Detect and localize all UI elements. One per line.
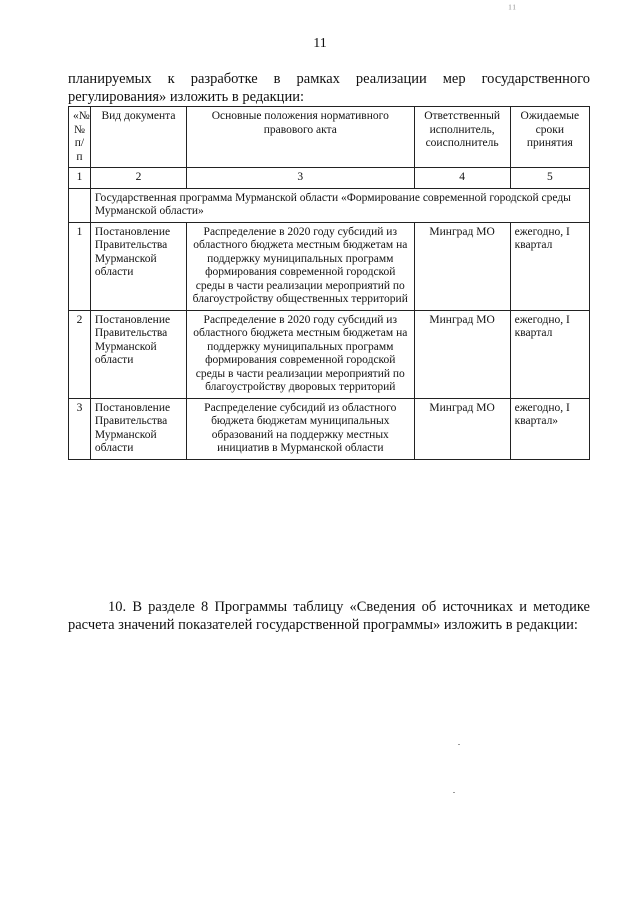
program-title-row [69,188,590,222]
header-provisions: Основные положения нормативного правового акта [186,107,414,168]
row-num: 2 [69,310,91,398]
row-deadline: ежегодно, I квартал [510,222,589,310]
row-num: 1 [69,222,91,310]
table-row [69,222,590,310]
row-executor: Минград МО [414,310,510,398]
row-num: 3 [69,398,91,459]
row-deadline: ежегодно, I квартал [510,310,589,398]
column-number: 5 [510,168,589,189]
row-provisions: Распределение в 2020 году субсидий из областного бюджета местным бюджетам на поддержку муниципальных программ формирования современной городской среды в части реализации мероприятий по благоустройству дворовых территорий [186,310,414,398]
row-executor: Минград МО [414,222,510,310]
intro-text: планируемых к разработке в рамках реализации мер государственного регулирования» изложить в редакции: [68,71,590,105]
column-number: 2 [90,168,186,189]
row-executor: Минград МО [414,398,510,459]
row-provisions: Распределение в 2020 году субсидий из областного бюджета местным бюджетам на поддержку муниципальных программ формирования современной городской среды в части реализации мероприятий по благоустройству общественных территорий [186,222,414,310]
row-doc-type: Постановление Правительства Мурманской области [90,398,186,459]
page-number: 11 [313,36,327,51]
column-number: 1 [69,168,91,189]
header-deadline: Ожидаемые сроки принятия [510,107,589,168]
corner-mark: ₁₁ [508,0,517,10]
paragraph-10: 10. В разделе 8 Программы таблицу «Сведения об источниках и методике расчета значений показателей государственной программы» изложить в редакции: [68,599,590,633]
row-doc-type: Постановление Правительства Мурманской области [90,310,186,398]
column-number: 3 [186,168,414,189]
header-executor: Ответственный исполнитель, соисполнитель [414,107,510,168]
legal-acts-table [68,106,590,460]
table-row [69,310,590,398]
column-number-row [69,168,590,189]
scan-speck [458,744,460,745]
header-num: «№ № п/п [69,107,91,168]
scan-speck [453,792,455,793]
program-title: Государственная программа Мурманской области «Формирование современной городской среды Мурманской области» [90,188,589,222]
table-row [69,398,590,459]
header-doc-type: Вид документа [90,107,186,168]
column-number: 4 [414,168,510,189]
row-deadline: ежегодно, I квартал» [510,398,589,459]
table-header-row [69,107,590,168]
row-provisions: Распределение субсидий из областного бюджета бюджетам муниципальных образований на поддержку местных инициатив в Мурманской области [186,398,414,459]
row-doc-type: Постановление Правительства Мурманской области [90,222,186,310]
